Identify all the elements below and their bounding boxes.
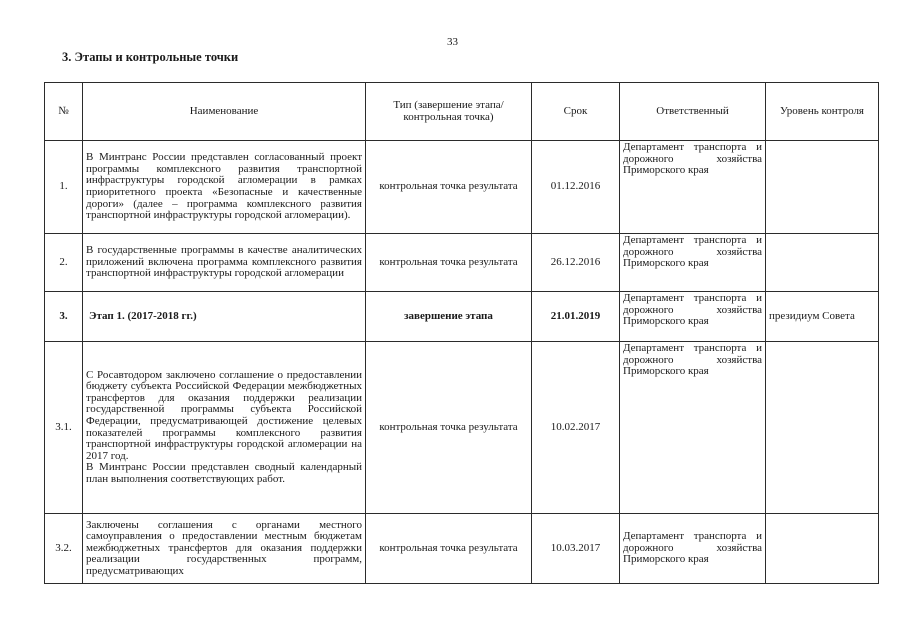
table-row xyxy=(45,514,879,584)
row-responsible: Департамент транспорта и дорожного хозяйства Приморского края xyxy=(620,342,766,514)
row-due: 10.03.2017 xyxy=(532,514,620,584)
row-type: контрольная точка результата xyxy=(366,234,532,292)
row-due: 26.12.2016 xyxy=(532,234,620,292)
row-number: 3. xyxy=(45,292,83,342)
row-type: контрольная точка результата xyxy=(366,342,532,514)
row-type: контрольная точка результата xyxy=(366,141,532,234)
row-name: В государственные программы в качестве аналитических приложений включена программа комплексного развития транспортной инфраструктуры городской агломерации xyxy=(83,234,366,292)
header-responsible: Ответственный xyxy=(620,83,766,141)
header-type: Тип (завершение этапа/контрольная точка) xyxy=(366,83,532,141)
row-number: 2. xyxy=(45,234,83,292)
row-name-extra: В Минтранс России представлен сводный календарный план выполнения соответствующих работ. xyxy=(86,461,362,485)
section-title: 3. Этапы и контрольные точки xyxy=(62,50,239,64)
row-level: президиум Совета xyxy=(766,292,879,342)
table-row-stage xyxy=(45,292,879,342)
row-due: 10.02.2017 xyxy=(532,342,620,514)
row-type: завершение этапа xyxy=(366,292,532,342)
row-responsible: Департамент транспорта и дорожного хозяйства Приморского края xyxy=(620,292,766,342)
stages-table xyxy=(44,82,879,584)
row-level xyxy=(766,514,879,584)
table-row xyxy=(45,234,879,292)
row-due: 01.12.2016 xyxy=(532,141,620,234)
row-level xyxy=(766,141,879,234)
row-responsible: Департамент транспорта и дорожного хозяйства Приморского края xyxy=(620,234,766,292)
row-due: 21.01.2019 xyxy=(532,292,620,342)
table-row xyxy=(45,342,879,514)
table-header-row xyxy=(45,83,879,141)
row-level xyxy=(766,234,879,292)
header-level: Уровень контроля xyxy=(766,83,879,141)
row-type: контрольная точка результата xyxy=(366,514,532,584)
row-level xyxy=(766,342,879,514)
header-due: Срок xyxy=(532,83,620,141)
header-name: Наименование xyxy=(83,83,366,141)
row-responsible: Департамент транспорта и дорожного хозяйства Приморского края xyxy=(620,514,766,584)
header-num: № xyxy=(45,83,83,141)
row-name xyxy=(83,342,366,514)
row-responsible: Департамент транспорта и дорожного хозяйства Приморского края xyxy=(620,141,766,234)
row-name: Заключены соглашения с органами местного самоуправления о предоставлении местным бюджетам межбюджетных трансфертов для оказания поддержки реализации государственных программ, предусматривающих xyxy=(83,514,366,584)
row-name: Этап 1. (2017-2018 гг.) xyxy=(83,292,366,342)
page-number: 33 xyxy=(447,36,458,48)
row-name-main: С Росавтодором заключено соглашение о предоставлении бюджету субъекта Российской Федерации межбюджетных трансфертов для оказания поддержки реализации государственной программы субъекта Российской Федерации, предусматривающей достижение целевых показателей программы комплексного развития транспортной инфраструктуры городской агломерации на 2017 год. xyxy=(86,368,362,462)
row-number: 3.2. xyxy=(45,514,83,584)
row-number: 1. xyxy=(45,141,83,234)
table-row xyxy=(45,141,879,234)
row-number: 3.1. xyxy=(45,342,83,514)
row-name: В Минтранс России представлен согласованный проект программы комплексного развития транспортной инфраструктуры городской агломерации в рамках приоритетного проекта «Безопасные и качественные дороги» (далее – программа комплексного развития транспортной инфраструктуры городской агломерации). xyxy=(83,141,366,234)
